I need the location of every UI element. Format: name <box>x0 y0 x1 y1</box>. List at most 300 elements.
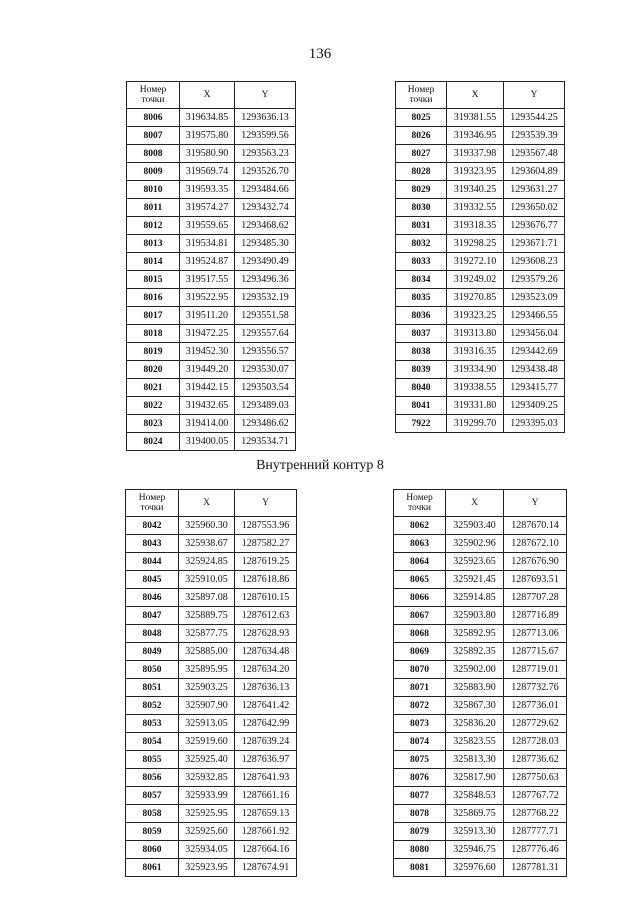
header-x: X <box>447 82 504 109</box>
y-coordinate-cell: 1287728.03 <box>504 733 567 751</box>
x-coordinate-cell: 319442.15 <box>180 379 235 397</box>
header-x: X <box>446 490 504 517</box>
x-coordinate-cell: 325877.75 <box>179 625 235 643</box>
x-coordinate-cell: 319334.90 <box>447 361 504 379</box>
table-row <box>127 109 296 127</box>
y-coordinate-cell: 1293557.64 <box>235 325 296 343</box>
point-number-cell: 8027 <box>396 145 447 163</box>
point-number-cell: 8061 <box>126 859 179 877</box>
table-row <box>396 397 565 415</box>
point-number-cell: 8035 <box>396 289 447 307</box>
x-coordinate-cell: 319517.55 <box>180 271 235 289</box>
point-number-cell: 8022 <box>127 397 180 415</box>
point-number-cell: 8069 <box>394 643 446 661</box>
x-coordinate-cell: 325883.90 <box>446 679 504 697</box>
header-point-number: Номер точки <box>396 82 447 109</box>
table-row <box>126 715 297 733</box>
y-coordinate-cell: 1293503.54 <box>235 379 296 397</box>
point-number-cell: 8017 <box>127 307 180 325</box>
y-coordinate-cell: 1287618.86 <box>235 571 297 589</box>
y-coordinate-cell: 1293486.62 <box>235 415 296 433</box>
x-coordinate-cell: 325934.05 <box>179 841 235 859</box>
table-row <box>126 553 297 571</box>
x-coordinate-cell: 325933.99 <box>179 787 235 805</box>
y-coordinate-cell: 1293650.02 <box>504 199 565 217</box>
point-number-cell: 8048 <box>126 625 179 643</box>
point-number-cell: 8076 <box>394 769 446 787</box>
table-row <box>126 535 297 553</box>
y-coordinate-cell: 1293485.30 <box>235 235 296 253</box>
x-coordinate-cell: 325925.60 <box>179 823 235 841</box>
y-coordinate-cell: 1287781.31 <box>504 859 567 877</box>
table-row <box>396 145 565 163</box>
point-number-cell: 8011 <box>127 199 180 217</box>
table-row <box>396 253 565 271</box>
y-coordinate-cell: 1287750.63 <box>504 769 567 787</box>
point-number-cell: 8078 <box>394 805 446 823</box>
table-row <box>126 679 297 697</box>
header-point-number: Номер точки <box>127 82 180 109</box>
table-row <box>126 661 297 679</box>
point-number-cell: 8030 <box>396 199 447 217</box>
table-row <box>127 217 296 235</box>
y-coordinate-cell: 1287661.16 <box>235 787 297 805</box>
y-coordinate-cell: 1287664.16 <box>235 841 297 859</box>
point-number-cell: 8065 <box>394 571 446 589</box>
point-number-cell: 8040 <box>396 379 447 397</box>
x-coordinate-cell: 319340.25 <box>447 181 504 199</box>
x-coordinate-cell: 319534.81 <box>180 235 235 253</box>
table-row <box>394 769 567 787</box>
x-coordinate-cell: 325910.05 <box>179 571 235 589</box>
table-row <box>127 271 296 289</box>
x-coordinate-cell: 319524.87 <box>180 253 235 271</box>
x-coordinate-cell: 325895.95 <box>179 661 235 679</box>
point-number-cell: 8018 <box>127 325 180 343</box>
x-coordinate-cell: 325836.20 <box>446 715 504 733</box>
x-coordinate-cell: 325907.90 <box>179 697 235 715</box>
x-coordinate-cell: 325903.40 <box>446 517 504 535</box>
y-coordinate-cell: 1287768.22 <box>504 805 567 823</box>
y-coordinate-cell: 1293563.23 <box>235 145 296 163</box>
x-coordinate-cell: 319318.35 <box>447 217 504 235</box>
y-coordinate-cell: 1293456.04 <box>504 325 565 343</box>
x-coordinate-cell: 319569.74 <box>180 163 235 181</box>
x-coordinate-cell: 325903.80 <box>446 607 504 625</box>
point-number-cell: 8009 <box>127 163 180 181</box>
y-coordinate-cell: 1287672.10 <box>504 535 567 553</box>
y-coordinate-cell: 1293484.66 <box>235 181 296 199</box>
x-coordinate-cell: 319452.30 <box>180 343 235 361</box>
point-number-cell: 8014 <box>127 253 180 271</box>
point-number-cell: 8077 <box>394 787 446 805</box>
header-y: Y <box>235 82 296 109</box>
table-row <box>127 361 296 379</box>
table-row <box>127 181 296 199</box>
point-number-cell: 8020 <box>127 361 180 379</box>
y-coordinate-cell: 1287777.71 <box>504 823 567 841</box>
y-coordinate-cell: 1287641.93 <box>235 769 297 787</box>
y-coordinate-cell: 1287676.90 <box>504 553 567 571</box>
table-row <box>127 235 296 253</box>
table-row <box>394 589 567 607</box>
y-coordinate-cell: 1287729.62 <box>504 715 567 733</box>
x-coordinate-cell: 325902.96 <box>446 535 504 553</box>
y-coordinate-cell: 1287713.06 <box>504 625 567 643</box>
x-coordinate-cell: 325869.75 <box>446 805 504 823</box>
table-row <box>394 841 567 859</box>
x-coordinate-cell: 319449.20 <box>180 361 235 379</box>
table-row <box>126 571 297 589</box>
table-row <box>394 571 567 589</box>
x-coordinate-cell: 319414.00 <box>180 415 235 433</box>
point-number-cell: 8029 <box>396 181 447 199</box>
table-row <box>394 715 567 733</box>
x-coordinate-cell: 325913.05 <box>179 715 235 733</box>
point-number-cell: 8032 <box>396 235 447 253</box>
y-coordinate-cell: 1287634.20 <box>235 661 297 679</box>
y-coordinate-cell: 1287767.72 <box>504 787 567 805</box>
point-number-cell: 7922 <box>396 415 447 433</box>
table-row <box>126 625 297 643</box>
x-coordinate-cell: 319346.95 <box>447 127 504 145</box>
x-coordinate-cell: 325867.30 <box>446 697 504 715</box>
point-number-cell: 8068 <box>394 625 446 643</box>
x-coordinate-cell: 325813.30 <box>446 751 504 769</box>
point-number-cell: 8058 <box>126 805 179 823</box>
x-coordinate-cell: 319580.90 <box>180 145 235 163</box>
y-coordinate-cell: 1293466.55 <box>504 307 565 325</box>
table-row <box>394 661 567 679</box>
table-row <box>394 535 567 553</box>
y-coordinate-cell: 1293671.71 <box>504 235 565 253</box>
table-row <box>396 307 565 325</box>
y-coordinate-cell: 1287636.97 <box>235 751 297 769</box>
table-row <box>127 433 296 451</box>
header-x: X <box>180 82 235 109</box>
table-row <box>126 769 297 787</box>
table-row <box>394 679 567 697</box>
x-coordinate-cell: 319593.35 <box>180 181 235 199</box>
y-coordinate-cell: 1293442.69 <box>504 343 565 361</box>
x-coordinate-cell: 325921.45 <box>446 571 504 589</box>
point-number-cell: 8063 <box>394 535 446 553</box>
point-number-cell: 8052 <box>126 697 179 715</box>
x-coordinate-cell: 325976.60 <box>446 859 504 877</box>
y-coordinate-cell: 1293534.71 <box>235 433 296 451</box>
y-coordinate-cell: 1293631.27 <box>504 181 565 199</box>
y-coordinate-cell: 1287719.01 <box>504 661 567 679</box>
point-number-cell: 8074 <box>394 733 446 751</box>
y-coordinate-cell: 1293395.03 <box>504 415 565 433</box>
x-coordinate-cell: 325938.67 <box>179 535 235 553</box>
table-row <box>394 553 567 571</box>
table-row <box>127 397 296 415</box>
y-coordinate-cell: 1287736.01 <box>504 697 567 715</box>
x-coordinate-cell: 319400.05 <box>180 433 235 451</box>
point-number-cell: 8031 <box>396 217 447 235</box>
point-number-cell: 8059 <box>126 823 179 841</box>
point-number-cell: 8066 <box>394 589 446 607</box>
table-row <box>396 289 565 307</box>
y-coordinate-cell: 1293599.56 <box>235 127 296 145</box>
table-row <box>394 517 567 535</box>
point-number-cell: 8025 <box>396 109 447 127</box>
table-row <box>127 415 296 433</box>
point-number-cell: 8006 <box>127 109 180 127</box>
point-number-cell: 8038 <box>396 343 447 361</box>
y-coordinate-cell: 1287732.76 <box>504 679 567 697</box>
x-coordinate-cell: 319270.85 <box>447 289 504 307</box>
point-number-cell: 8051 <box>126 679 179 697</box>
table-row <box>396 217 565 235</box>
y-coordinate-cell: 1293526.70 <box>235 163 296 181</box>
y-coordinate-cell: 1293636.13 <box>235 109 296 127</box>
x-coordinate-cell: 325817.90 <box>446 769 504 787</box>
table-row <box>126 751 297 769</box>
table-row <box>126 733 297 751</box>
table-row <box>126 823 297 841</box>
table-row <box>396 379 565 397</box>
y-coordinate-cell: 1287641.42 <box>235 697 297 715</box>
table-row <box>396 325 565 343</box>
table-row <box>126 805 297 823</box>
table-row <box>396 343 565 361</box>
point-number-cell: 8010 <box>127 181 180 199</box>
point-number-cell: 8043 <box>126 535 179 553</box>
point-number-cell: 8013 <box>127 235 180 253</box>
point-number-cell: 8024 <box>127 433 180 451</box>
point-number-cell: 8034 <box>396 271 447 289</box>
x-coordinate-cell: 319323.95 <box>447 163 504 181</box>
x-coordinate-cell: 325946.75 <box>446 841 504 859</box>
x-coordinate-cell: 319316.35 <box>447 343 504 361</box>
point-number-cell: 8039 <box>396 361 447 379</box>
y-coordinate-cell: 1287715.67 <box>504 643 567 661</box>
point-number-cell: 8007 <box>127 127 180 145</box>
table-row <box>394 787 567 805</box>
x-coordinate-cell: 325913.30 <box>446 823 504 841</box>
y-coordinate-cell: 1293432.74 <box>235 199 296 217</box>
table-row <box>394 733 567 751</box>
coordinate-table-4 <box>393 489 567 877</box>
x-coordinate-cell: 319331.80 <box>447 397 504 415</box>
header-point-number: Номер точки <box>394 490 446 517</box>
table-row <box>126 607 297 625</box>
y-coordinate-cell: 1287634.48 <box>235 643 297 661</box>
x-coordinate-cell: 319472.25 <box>180 325 235 343</box>
point-number-cell: 8028 <box>396 163 447 181</box>
y-coordinate-cell: 1287553.96 <box>235 517 297 535</box>
table-row <box>126 787 297 805</box>
coordinate-table-1 <box>126 81 296 451</box>
header-x: X <box>179 490 235 517</box>
y-coordinate-cell: 1293409.25 <box>504 397 565 415</box>
table-row <box>127 163 296 181</box>
table-row <box>126 841 297 859</box>
x-coordinate-cell: 325892.35 <box>446 643 504 661</box>
point-number-cell: 8053 <box>126 715 179 733</box>
x-coordinate-cell: 325919.60 <box>179 733 235 751</box>
point-number-cell: 8047 <box>126 607 179 625</box>
y-coordinate-cell: 1293438.48 <box>504 361 565 379</box>
x-coordinate-cell: 319381.55 <box>447 109 504 127</box>
coordinate-table-2 <box>395 81 565 433</box>
y-coordinate-cell: 1293604.89 <box>504 163 565 181</box>
y-coordinate-cell: 1293551.58 <box>235 307 296 325</box>
table-row <box>396 199 565 217</box>
x-coordinate-cell: 319249.02 <box>447 271 504 289</box>
y-coordinate-cell: 1293496.36 <box>235 271 296 289</box>
x-coordinate-cell: 319634.85 <box>180 109 235 127</box>
y-coordinate-cell: 1287716.89 <box>504 607 567 625</box>
table-row <box>394 751 567 769</box>
y-coordinate-cell: 1293530.07 <box>235 361 296 379</box>
point-number-cell: 8015 <box>127 271 180 289</box>
point-number-cell: 8057 <box>126 787 179 805</box>
y-coordinate-cell: 1287636.13 <box>235 679 297 697</box>
y-coordinate-cell: 1293556.57 <box>235 343 296 361</box>
y-coordinate-cell: 1287619.25 <box>235 553 297 571</box>
x-coordinate-cell: 325902.00 <box>446 661 504 679</box>
x-coordinate-cell: 319575.80 <box>180 127 235 145</box>
table-row <box>394 697 567 715</box>
x-coordinate-cell: 325914.85 <box>446 589 504 607</box>
point-number-cell: 8019 <box>127 343 180 361</box>
x-coordinate-cell: 319298.25 <box>447 235 504 253</box>
table-row <box>126 643 297 661</box>
y-coordinate-cell: 1293489.03 <box>235 397 296 415</box>
table-row <box>396 163 565 181</box>
x-coordinate-cell: 319299.70 <box>447 415 504 433</box>
header-point-number: Номер точки <box>126 490 179 517</box>
point-number-cell: 8012 <box>127 217 180 235</box>
table-row <box>127 343 296 361</box>
point-number-cell: 8079 <box>394 823 446 841</box>
point-number-cell: 8041 <box>396 397 447 415</box>
y-coordinate-cell: 1287659.13 <box>235 805 297 823</box>
table-row <box>394 859 567 877</box>
y-coordinate-cell: 1293468.62 <box>235 217 296 235</box>
table-row <box>127 253 296 271</box>
table-row <box>396 235 565 253</box>
point-number-cell: 8071 <box>394 679 446 697</box>
y-coordinate-cell: 1287670.14 <box>504 517 567 535</box>
coordinate-table-3 <box>125 489 297 877</box>
table-row <box>396 415 565 433</box>
y-coordinate-cell: 1287661.92 <box>235 823 297 841</box>
x-coordinate-cell: 325923.95 <box>179 859 235 877</box>
point-number-cell: 8037 <box>396 325 447 343</box>
header-y: Y <box>504 82 565 109</box>
y-coordinate-cell: 1293608.23 <box>504 253 565 271</box>
table-row <box>396 271 565 289</box>
point-number-cell: 8046 <box>126 589 179 607</box>
y-coordinate-cell: 1287707.28 <box>504 589 567 607</box>
x-coordinate-cell: 319313.80 <box>447 325 504 343</box>
y-coordinate-cell: 1293567.48 <box>504 145 565 163</box>
x-coordinate-cell: 319337.98 <box>447 145 504 163</box>
table-row <box>127 325 296 343</box>
table-row <box>396 181 565 199</box>
table-row <box>126 589 297 607</box>
y-coordinate-cell: 1287628.93 <box>235 625 297 643</box>
x-coordinate-cell: 319511.20 <box>180 307 235 325</box>
x-coordinate-cell: 325925.40 <box>179 751 235 769</box>
x-coordinate-cell: 325903.25 <box>179 679 235 697</box>
point-number-cell: 8064 <box>394 553 446 571</box>
table-row <box>396 361 565 379</box>
point-number-cell: 8054 <box>126 733 179 751</box>
page-number: 136 <box>308 46 332 62</box>
table-row <box>394 625 567 643</box>
y-coordinate-cell: 1293539.39 <box>504 127 565 145</box>
point-number-cell: 8072 <box>394 697 446 715</box>
y-coordinate-cell: 1293544.25 <box>504 109 565 127</box>
point-number-cell: 8060 <box>126 841 179 859</box>
point-number-cell: 8042 <box>126 517 179 535</box>
y-coordinate-cell: 1287612.63 <box>235 607 297 625</box>
x-coordinate-cell: 325897.08 <box>179 589 235 607</box>
x-coordinate-cell: 319332.55 <box>447 199 504 217</box>
point-number-cell: 8070 <box>394 661 446 679</box>
point-number-cell: 8073 <box>394 715 446 733</box>
x-coordinate-cell: 325823.55 <box>446 733 504 751</box>
point-number-cell: 8062 <box>394 517 446 535</box>
point-number-cell: 8036 <box>396 307 447 325</box>
point-number-cell: 8021 <box>127 379 180 397</box>
y-coordinate-cell: 1287693.51 <box>504 571 567 589</box>
point-number-cell: 8008 <box>127 145 180 163</box>
table-row <box>127 127 296 145</box>
x-coordinate-cell: 319559.65 <box>180 217 235 235</box>
table-row <box>126 517 297 535</box>
point-number-cell: 8055 <box>126 751 179 769</box>
table-row <box>127 199 296 217</box>
y-coordinate-cell: 1293676.77 <box>504 217 565 235</box>
table-row <box>126 697 297 715</box>
table-row <box>394 643 567 661</box>
table-row <box>127 289 296 307</box>
section-title: Внутренний контур 8 <box>256 458 384 473</box>
x-coordinate-cell: 325932.85 <box>179 769 235 787</box>
point-number-cell: 8056 <box>126 769 179 787</box>
table-row <box>396 127 565 145</box>
y-coordinate-cell: 1287582.27 <box>235 535 297 553</box>
table-row <box>127 145 296 163</box>
point-number-cell: 8016 <box>127 289 180 307</box>
y-coordinate-cell: 1293415.77 <box>504 379 565 397</box>
point-number-cell: 8023 <box>127 415 180 433</box>
y-coordinate-cell: 1287736.62 <box>504 751 567 769</box>
table-row <box>394 805 567 823</box>
header-y: Y <box>235 490 297 517</box>
table-row <box>127 379 296 397</box>
y-coordinate-cell: 1293532.19 <box>235 289 296 307</box>
table-row <box>394 823 567 841</box>
x-coordinate-cell: 325960.30 <box>179 517 235 535</box>
y-coordinate-cell: 1287610.15 <box>235 589 297 607</box>
table-row <box>394 607 567 625</box>
x-coordinate-cell: 319574.27 <box>180 199 235 217</box>
point-number-cell: 8026 <box>396 127 447 145</box>
x-coordinate-cell: 319323.25 <box>447 307 504 325</box>
x-coordinate-cell: 325885.00 <box>179 643 235 661</box>
x-coordinate-cell: 325892.95 <box>446 625 504 643</box>
table-row <box>127 307 296 325</box>
x-coordinate-cell: 325923.65 <box>446 553 504 571</box>
x-coordinate-cell: 319432.65 <box>180 397 235 415</box>
